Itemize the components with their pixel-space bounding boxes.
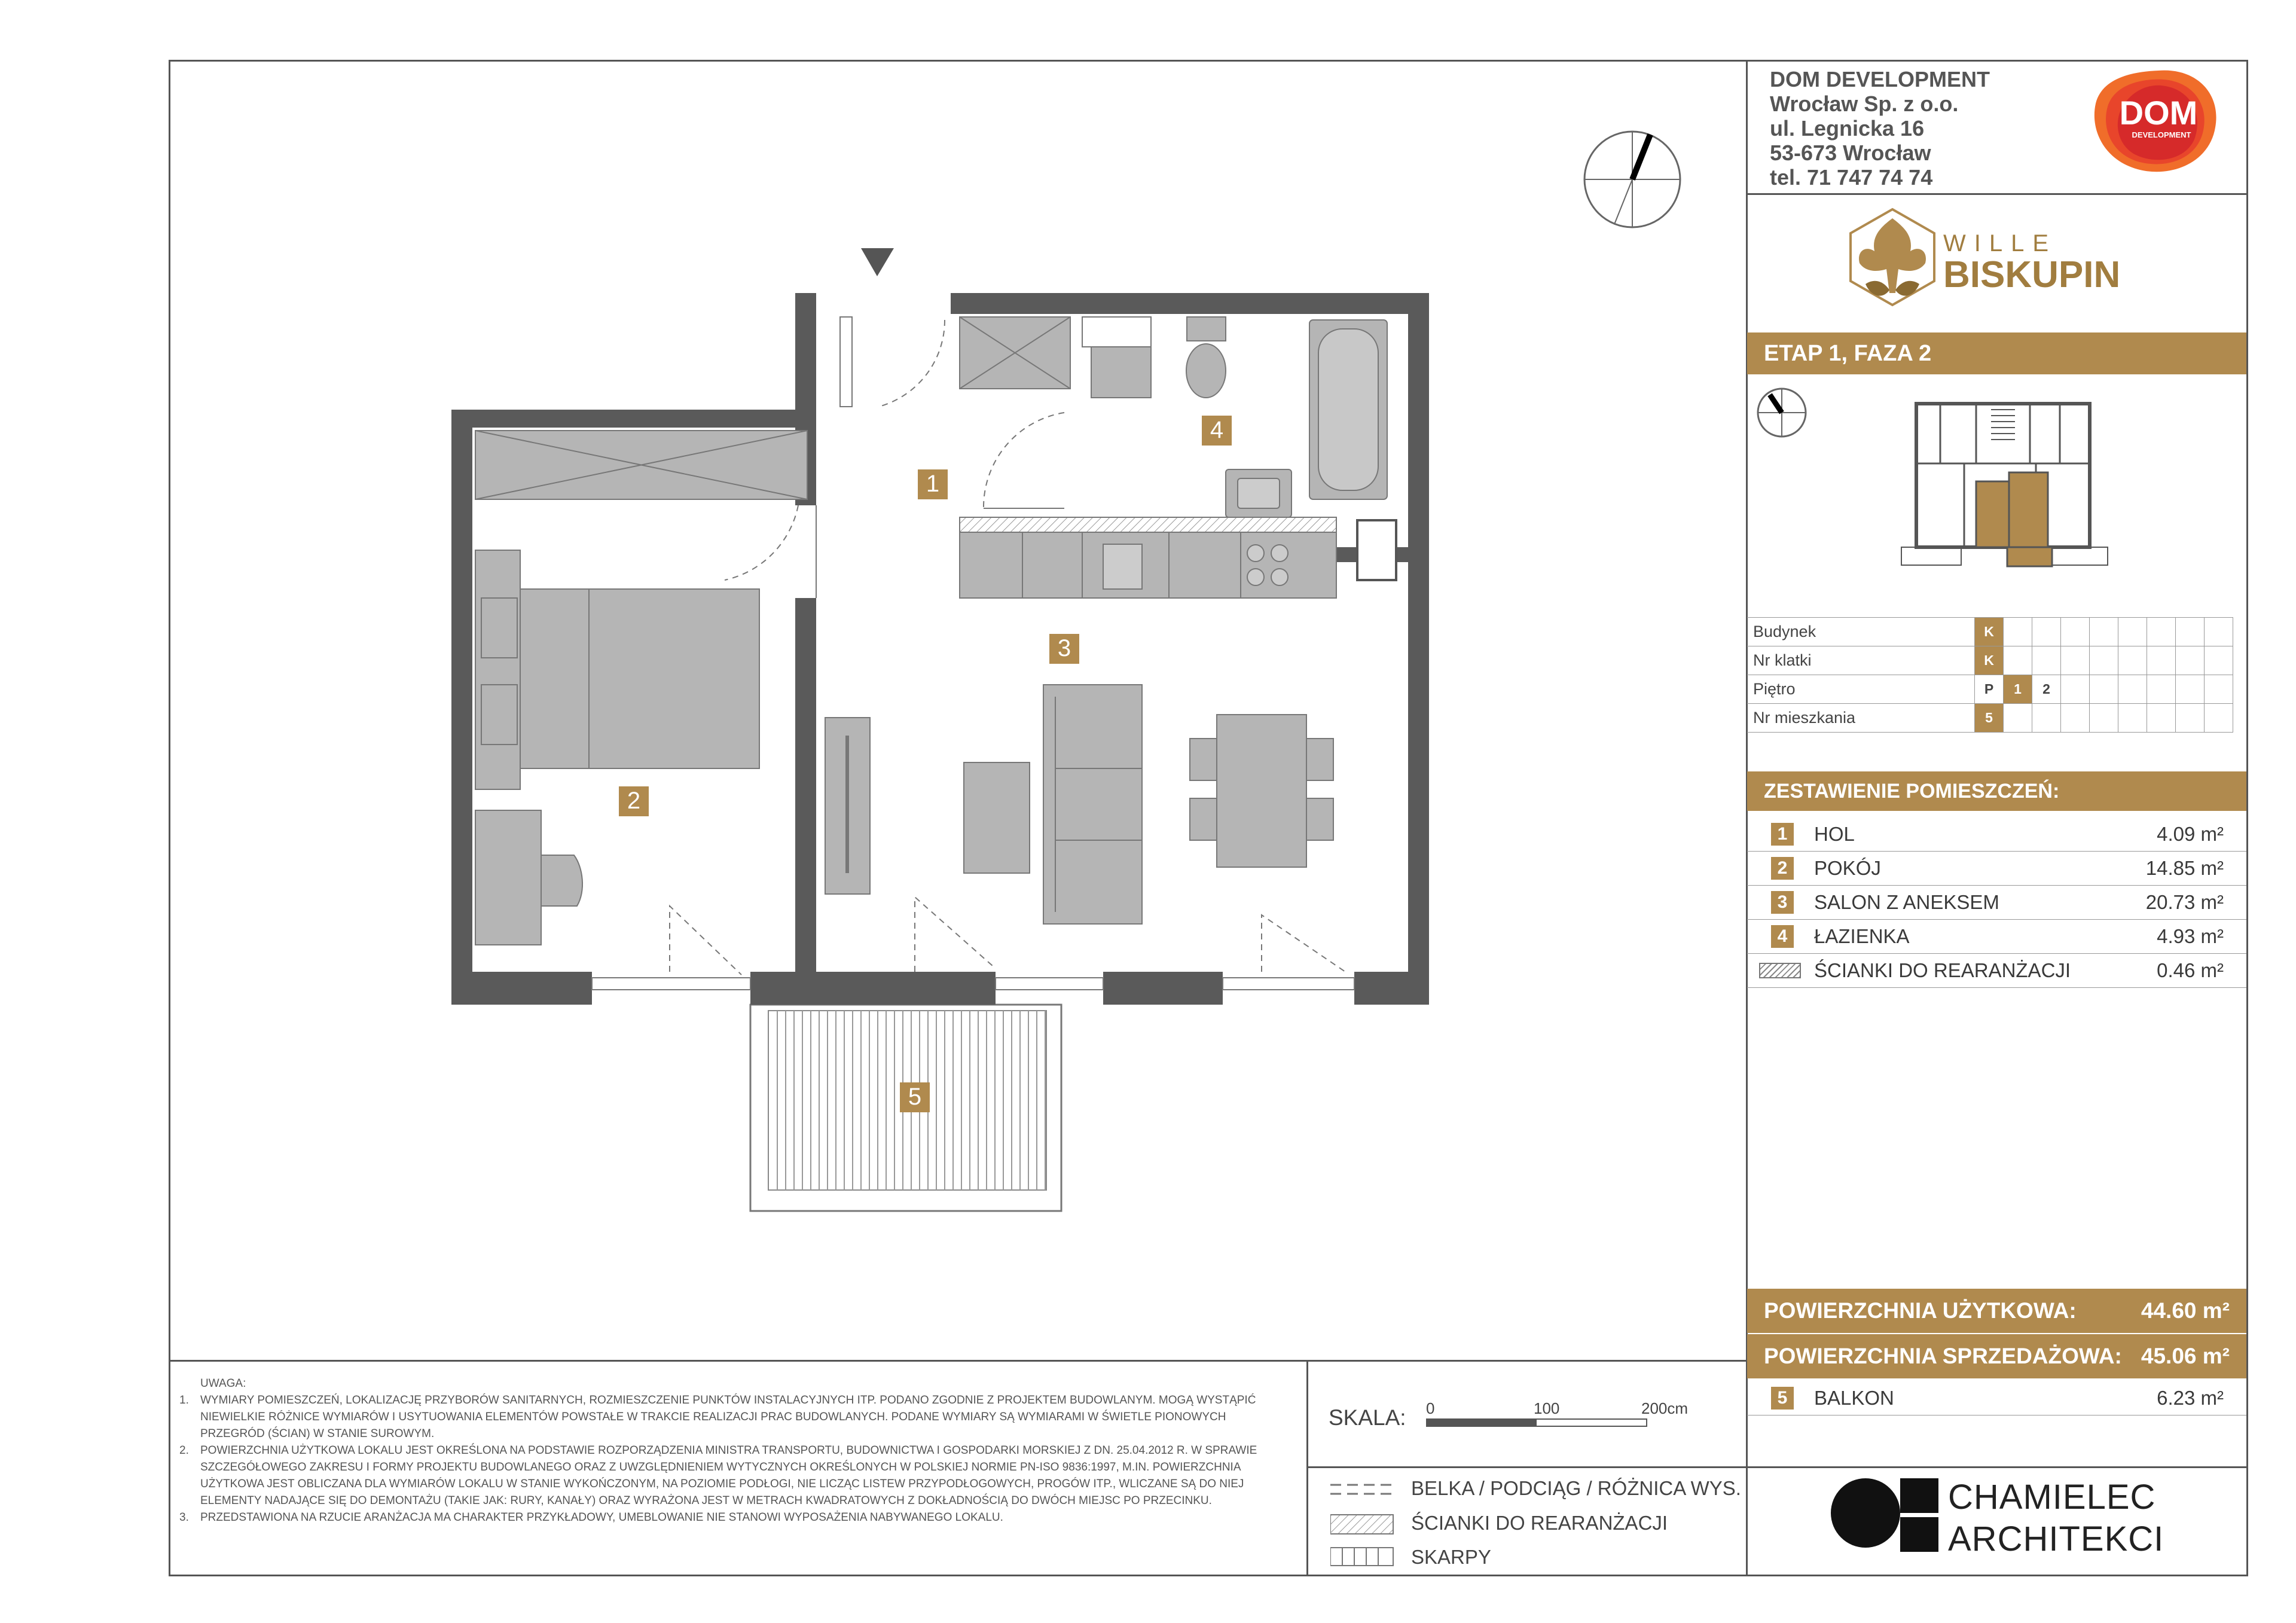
- note-text: POWIERZCHNIA UŻYTKOWA LOKALU JEST OKREŚLONA NA PODSTAWIE ROZPORZĄDZENIA MINISTRA TRANSPORTU, BUDOWNICTWA I GOSPODARKI MORSKIEJ Z DN. 25.04.2012 R. W SPRAWIE SZCZEGÓŁOWEGO ZAKRESU I FORMY PROJEKTU BUDOWLANEGO ORAZ Z UWZGLĘDNIENIEM WYTYCZNYCH OKREŚLONYCH W POLSKIEJ NORMIE PN-ISO 9836:1997, M.IN. POWIERZCHNIA UŻYTKOWA JEST OBLICZANA DLA WYMIARÓW LOKALU W STANIE WYKOŃCZONYM, NA POZIOMIE PODŁOGI, NIE LICZĄC LISTEW PRZYPODŁOGOWYCH, PROGÓW ITP., WLICZANE SĄ DO NIEJ ELEMENTY NADAJĄCE SIĘ DO DEMONTAŻU (TAKIE JAK: RURY, KANAŁY) ORAZ WYRAŻONA JEST W METRACH KWADRATOWYCH Z DOKŁADNOŚCIĄ DO DWÓCH MIEJSC PO PRZECINKU.: [200, 1444, 1257, 1507]
- partitions-row: [1747, 954, 2246, 988]
- shaft: [1357, 520, 1396, 580]
- note-item: [179, 1392, 1292, 1442]
- entrance-marker-icon: [861, 248, 894, 276]
- loc-row-unit: [1747, 704, 2233, 733]
- compass-icon: [1758, 389, 1806, 437]
- floor-plan: [419, 227, 1447, 1214]
- room-area: 20.73 m²: [2145, 891, 2224, 913]
- scale-label: SKALA:: [1329, 1405, 1406, 1430]
- loc-cell: 2: [2032, 675, 2061, 704]
- company-street: ul. Legnicka 16: [1770, 116, 1925, 141]
- company-phone: tel. 71 747 74 74: [1770, 165, 1933, 190]
- room-number: 3: [1771, 891, 1794, 914]
- loc-label: Piętro: [1747, 675, 1975, 704]
- brand-wille: WILLE: [1943, 230, 2057, 257]
- oak-leaf-icon: [1851, 209, 1934, 305]
- plan-badge-label: 1: [926, 471, 940, 497]
- notes-divider: [169, 1360, 1747, 1362]
- partitions-area: 0.46 m²: [2157, 959, 2224, 981]
- architect-name-1: CHAMIELEC: [1948, 1478, 2156, 1517]
- loc-row-staircase: [1747, 646, 2233, 675]
- sale-area-value: 45.06 m²: [2141, 1344, 2230, 1368]
- key-plan-unit-highlight: [1976, 472, 2052, 566]
- wille-biskupin-logo: [1830, 203, 2188, 329]
- loc-cell: P: [1975, 675, 2004, 704]
- notes-legend-divider: [1306, 1360, 1308, 1576]
- rooms-title: ZESTAWIENIE POMIESZCZEŃ:: [1747, 771, 2246, 811]
- plan-badge-label: 4: [1210, 417, 1224, 443]
- legend-reveals: SKARPY: [1411, 1546, 1491, 1568]
- wardrobe: [475, 431, 807, 499]
- note-number: 2.: [179, 1444, 189, 1457]
- room-name: HOL: [1814, 823, 1855, 845]
- dom-development-logo: [2087, 65, 2224, 178]
- balcony-area: 6.23 m²: [2157, 1387, 2224, 1409]
- kitchen-counter: [960, 532, 1336, 598]
- brand-biskupin: BISKUPIN: [1943, 254, 2121, 295]
- room-row: [1747, 852, 2246, 886]
- reveals-icon: [1330, 1548, 1393, 1566]
- architect-name-2: ARCHITEKCI: [1948, 1520, 2164, 1558]
- company-city: 53-673 Wrocław: [1770, 141, 1931, 165]
- titleblock-line-1: [1746, 193, 2248, 195]
- legend-symbols: [1330, 1482, 1402, 1572]
- plan-badge-label: 2: [627, 788, 641, 814]
- dom-logo-sub: DEVELOPMENT: [2132, 130, 2191, 139]
- room-name: SALON Z ANEKSEM: [1814, 891, 1999, 913]
- partition-hatch-icon: [1330, 1515, 1393, 1534]
- note-text: WYMIARY POMIESZCZEŃ, LOKALIZACJĘ PRZYBORÓW SANITARNYCH, ROZMIESZCZENIE PUNKTÓW INSTALACYJNYCH ITP. PODANO ZGODNIE Z PROJEKTEM BUDOWLANYM. MOGĄ WYSTĄPIĆ NIEWIELKIE RÓŻNICE WYMIARÓW I USYTUOWANIA ELEMENTÓW POWSTAŁE W TRAKCIE REALIZACJI PRAC BUDOWLANYCH. PODANE WYMIARY SĄ WYMIARAMI W ŚWIETLE PIONOWYCH PRZEGRÓD (ŚCIAN) W STANIE SUROWYM.: [200, 1394, 1256, 1440]
- room-number: 2: [1771, 857, 1794, 880]
- plan-badge-label: 3: [1057, 635, 1071, 661]
- room-row: [1747, 817, 2246, 852]
- hatch-swatch-icon: [1759, 963, 1801, 978]
- loc-row-floor: [1747, 675, 2233, 704]
- notes-heading: UWAGA:: [200, 1377, 246, 1390]
- living-furniture: [825, 685, 1333, 924]
- loc-row-building: [1747, 618, 2233, 646]
- note-item: [179, 1509, 1292, 1526]
- loc-label: Budynek: [1747, 618, 1975, 646]
- balcony-row: [1747, 1381, 2246, 1415]
- notes: [179, 1375, 1292, 1526]
- company-legal: Wrocław Sp. z o.o.: [1770, 91, 1959, 116]
- stage-banner: ETAP 1, FAZA 2: [1747, 332, 2246, 374]
- bedroom-furniture: [475, 550, 759, 945]
- usable-area-total: [1747, 1289, 2246, 1333]
- key-plan-stair: [1991, 410, 2015, 440]
- titleblock-line-2: [1306, 1466, 2248, 1468]
- partitions-name: ŚCIANKI DO REARANŻACJI: [1814, 959, 2071, 981]
- room-area: 4.93 m²: [2157, 925, 2224, 947]
- room-number: 1: [1771, 823, 1794, 846]
- bathroom-fixtures: [1082, 317, 1387, 517]
- unit-location-table: [1747, 617, 2233, 733]
- north-compass-icon: [1578, 126, 1686, 233]
- balcony-name: BALKON: [1814, 1387, 1894, 1409]
- hall-wardrobe: [960, 317, 1070, 389]
- note-number: 1.: [179, 1394, 189, 1407]
- room-name: POKÓJ: [1814, 857, 1881, 879]
- beam-dash-icon: [1330, 1485, 1393, 1494]
- room-number: 4: [1771, 925, 1794, 948]
- loc-cell: K: [1975, 646, 2004, 675]
- scale-tick-0: 0: [1426, 1399, 1435, 1417]
- usable-area-label: POWIERZCHNIA UŻYTKOWA:: [1764, 1298, 2077, 1323]
- balcony-number: 5: [1771, 1387, 1794, 1410]
- chamielec-logo-icon: [1830, 1474, 1943, 1552]
- key-plan: [1755, 386, 2245, 583]
- room-row: [1747, 920, 2246, 954]
- sale-area-total: [1747, 1334, 2246, 1378]
- scale-bar-fill: [1427, 1420, 1537, 1426]
- room-row: [1747, 886, 2246, 920]
- loc-cell: 5: [1975, 704, 2004, 733]
- scale-bar: [1426, 1418, 1647, 1427]
- usable-area-value: 44.60 m²: [2141, 1298, 2230, 1323]
- plan-badge-label: 5: [908, 1084, 922, 1110]
- room-area: 14.85 m²: [2145, 857, 2224, 879]
- note-number: 3.: [179, 1511, 189, 1524]
- room-area: 4.09 m²: [2157, 823, 2224, 845]
- company-name: DOM DEVELOPMENT: [1770, 67, 1990, 91]
- room-name: ŁAZIENKA: [1814, 925, 1910, 947]
- legend-beam: BELKA / PODCIĄG / RÓŻNICA WYS.: [1411, 1477, 1741, 1499]
- sale-area-label: POWIERZCHNIA SPRZEDAŻOWA:: [1764, 1344, 2122, 1368]
- loc-label: Nr mieszkania: [1747, 704, 1975, 733]
- legend-partitions: ŚCIANKI DO REARANŻACJI: [1411, 1512, 1668, 1534]
- loc-cell: 1: [2004, 675, 2032, 704]
- rearrangeable-partition: [960, 517, 1336, 532]
- note-text: PRZEDSTAWIONA NA RZUCIE ARANŻACJA MA CHARAKTER PRZYKŁADOWY, UMEBLOWANIE NIE STANOWI WYPOSAŻENIA NABYWANEGO LOKALU.: [200, 1511, 1003, 1524]
- loc-cell: K: [1975, 618, 2004, 646]
- note-item: [179, 1442, 1292, 1509]
- scale-tick-200: 200cm: [1641, 1399, 1689, 1417]
- loc-label: Nr klatki: [1747, 646, 1975, 675]
- scale-tick-100: 100: [1534, 1399, 1560, 1417]
- dom-logo-main: DOM: [2119, 94, 2198, 132]
- company-address: [1770, 67, 1990, 190]
